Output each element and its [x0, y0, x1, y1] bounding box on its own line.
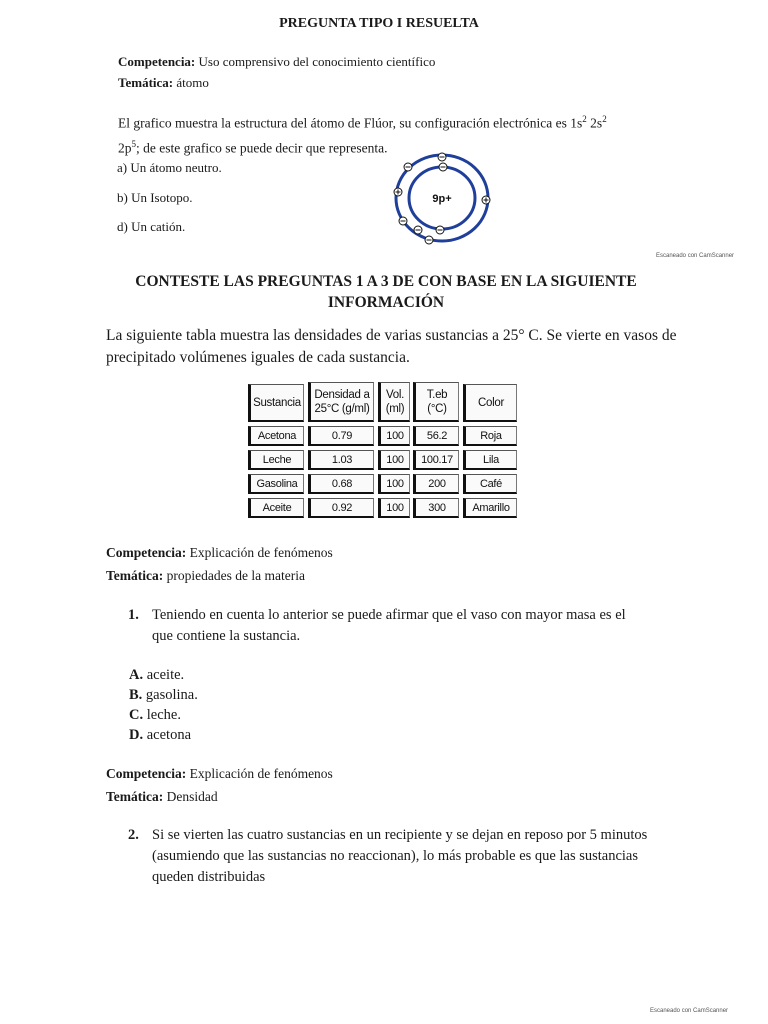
- cell-sustancia: Leche: [248, 450, 304, 470]
- tematica-label: Temática:: [106, 789, 164, 804]
- question-2-stem: [152, 825, 682, 888]
- table-row: [248, 498, 520, 520]
- question-2-stem-line3: queden distribuidas: [152, 869, 266, 885]
- competencia-label: Competencia:: [106, 545, 187, 560]
- cell-densidad: 0.68: [308, 474, 374, 494]
- section-intro: [106, 325, 686, 369]
- competencia-value: Uso comprensivo del conocimiento científico: [195, 54, 436, 69]
- tematica-label: Temática:: [118, 75, 174, 90]
- nucleus-label: 9p+: [432, 193, 452, 205]
- cell-teb: 300: [413, 498, 459, 518]
- cell-vol: 100: [378, 498, 410, 518]
- cell-sustancia: Gasolina: [248, 474, 304, 494]
- question-1-stem-line2: que contiene la sustancia.: [152, 628, 301, 644]
- cell-color: Amarillo: [463, 498, 517, 518]
- cell-sustancia: Aceite: [248, 498, 304, 518]
- fluorine-atom-diagram: [390, 148, 494, 248]
- cell-sustancia: Acetona: [248, 426, 304, 446]
- cell-vol: 100: [378, 474, 410, 494]
- header-sustancia: Sustancia: [248, 384, 304, 422]
- question-1-options: [129, 665, 198, 745]
- table-header: [248, 380, 520, 424]
- table-row: [248, 426, 520, 448]
- option-a[interactable]: a) Un átomo neutro.: [117, 160, 222, 175]
- section-intro-line2: precipitado volúmenes iguales de cada sustancia.: [106, 349, 410, 366]
- competencia-value: Explicación de fenómenos: [186, 545, 333, 560]
- option-c[interactable]: C. leche.: [129, 707, 181, 723]
- cell-densidad: 0.79: [308, 426, 374, 446]
- cell-vol: 100: [378, 450, 410, 470]
- cell-color: Lila: [463, 450, 517, 470]
- section-intro-line1: La siguiente tabla muestra las densidades de varias sustancias a 25° C. Se vierte en vasos de: [106, 327, 677, 344]
- header-densidad: Densidad a 25°C (g/ml): [308, 382, 374, 422]
- section-title: [0, 271, 768, 313]
- competencia-label: Competencia:: [118, 54, 196, 69]
- option-a[interactable]: A. aceite.: [129, 667, 185, 683]
- tematica-value: Densidad: [163, 789, 218, 804]
- density-table: [248, 380, 520, 520]
- cell-color: Café: [463, 474, 517, 494]
- option-d[interactable]: d) Un catión.: [117, 219, 186, 234]
- cell-densidad: 1.03: [308, 450, 374, 470]
- tematica-line-1: [106, 568, 305, 584]
- cell-teb: 56.2: [413, 426, 459, 446]
- competencia-line-1: [106, 545, 333, 561]
- cell-teb: 100.17: [413, 450, 459, 470]
- header-color: Color: [463, 384, 517, 422]
- question-2-stem-line2: (asumiendo que las sustancias no reaccionan), lo más probable es que las sustancias: [152, 848, 639, 864]
- question-2-number: 2.: [128, 827, 139, 843]
- section-title-line2: INFORMACIÓN: [327, 294, 445, 311]
- option-b[interactable]: B. gasolina.: [129, 687, 198, 703]
- tematica-value: propiedades de la materia: [163, 568, 305, 583]
- cell-color: Roja: [463, 426, 517, 446]
- option-b[interactable]: b) Un Isotopo.: [117, 190, 193, 205]
- question-1-number: 1.: [128, 607, 139, 623]
- header-vol: Vol. (ml): [378, 382, 410, 422]
- tematica-line-2: [106, 789, 218, 805]
- header-teb: T.eb (°C): [413, 382, 459, 422]
- table-row: [248, 474, 520, 496]
- option-d[interactable]: D. acetona: [129, 727, 192, 743]
- scanner-watermark-top: Escaneado con CamScanner: [656, 253, 735, 259]
- question-1-stem: [152, 605, 682, 647]
- tematica-value: átomo: [173, 75, 209, 90]
- table-row: [248, 450, 520, 472]
- tematica-line-0: [118, 75, 209, 91]
- competencia-line-2: [106, 766, 333, 782]
- cell-densidad: 0.92: [308, 498, 374, 518]
- competencia-line-0: [118, 54, 435, 70]
- question-2-stem-line1: Si se vierten las cuatro sustancias en un recipiente y se dejan en reposo por 5 minutos: [152, 827, 648, 843]
- competencia-label: Competencia:: [106, 766, 187, 781]
- cell-teb: 200: [413, 474, 459, 494]
- tematica-label: Temática:: [106, 568, 164, 583]
- scanner-watermark-bottom: Escaneado con CamScanner: [650, 1008, 729, 1014]
- section-title-line1: CONTESTE LAS PREGUNTAS 1 A 3 DE CON BASE EN LA SIGUIENTE: [135, 273, 637, 290]
- question-0-stem-line2: $2p^5$; de este grafico se puede decir que representa.: [118, 138, 388, 155]
- question-1-stem-line1: Teniendo en cuenta lo anterior se puede afirmar que el vaso con mayor masa es el: [152, 607, 626, 623]
- competencia-value: Explicación de fenómenos: [186, 766, 333, 781]
- page-title: PREGUNTA TIPO I RESUELTA: [279, 16, 479, 31]
- cell-vol: 100: [378, 426, 410, 446]
- question-0-stem-line1: El grafico muestra la estructura del átomo de Flúor, su configuración electrónica es $1s^2$ $2s^2$: [118, 114, 607, 131]
